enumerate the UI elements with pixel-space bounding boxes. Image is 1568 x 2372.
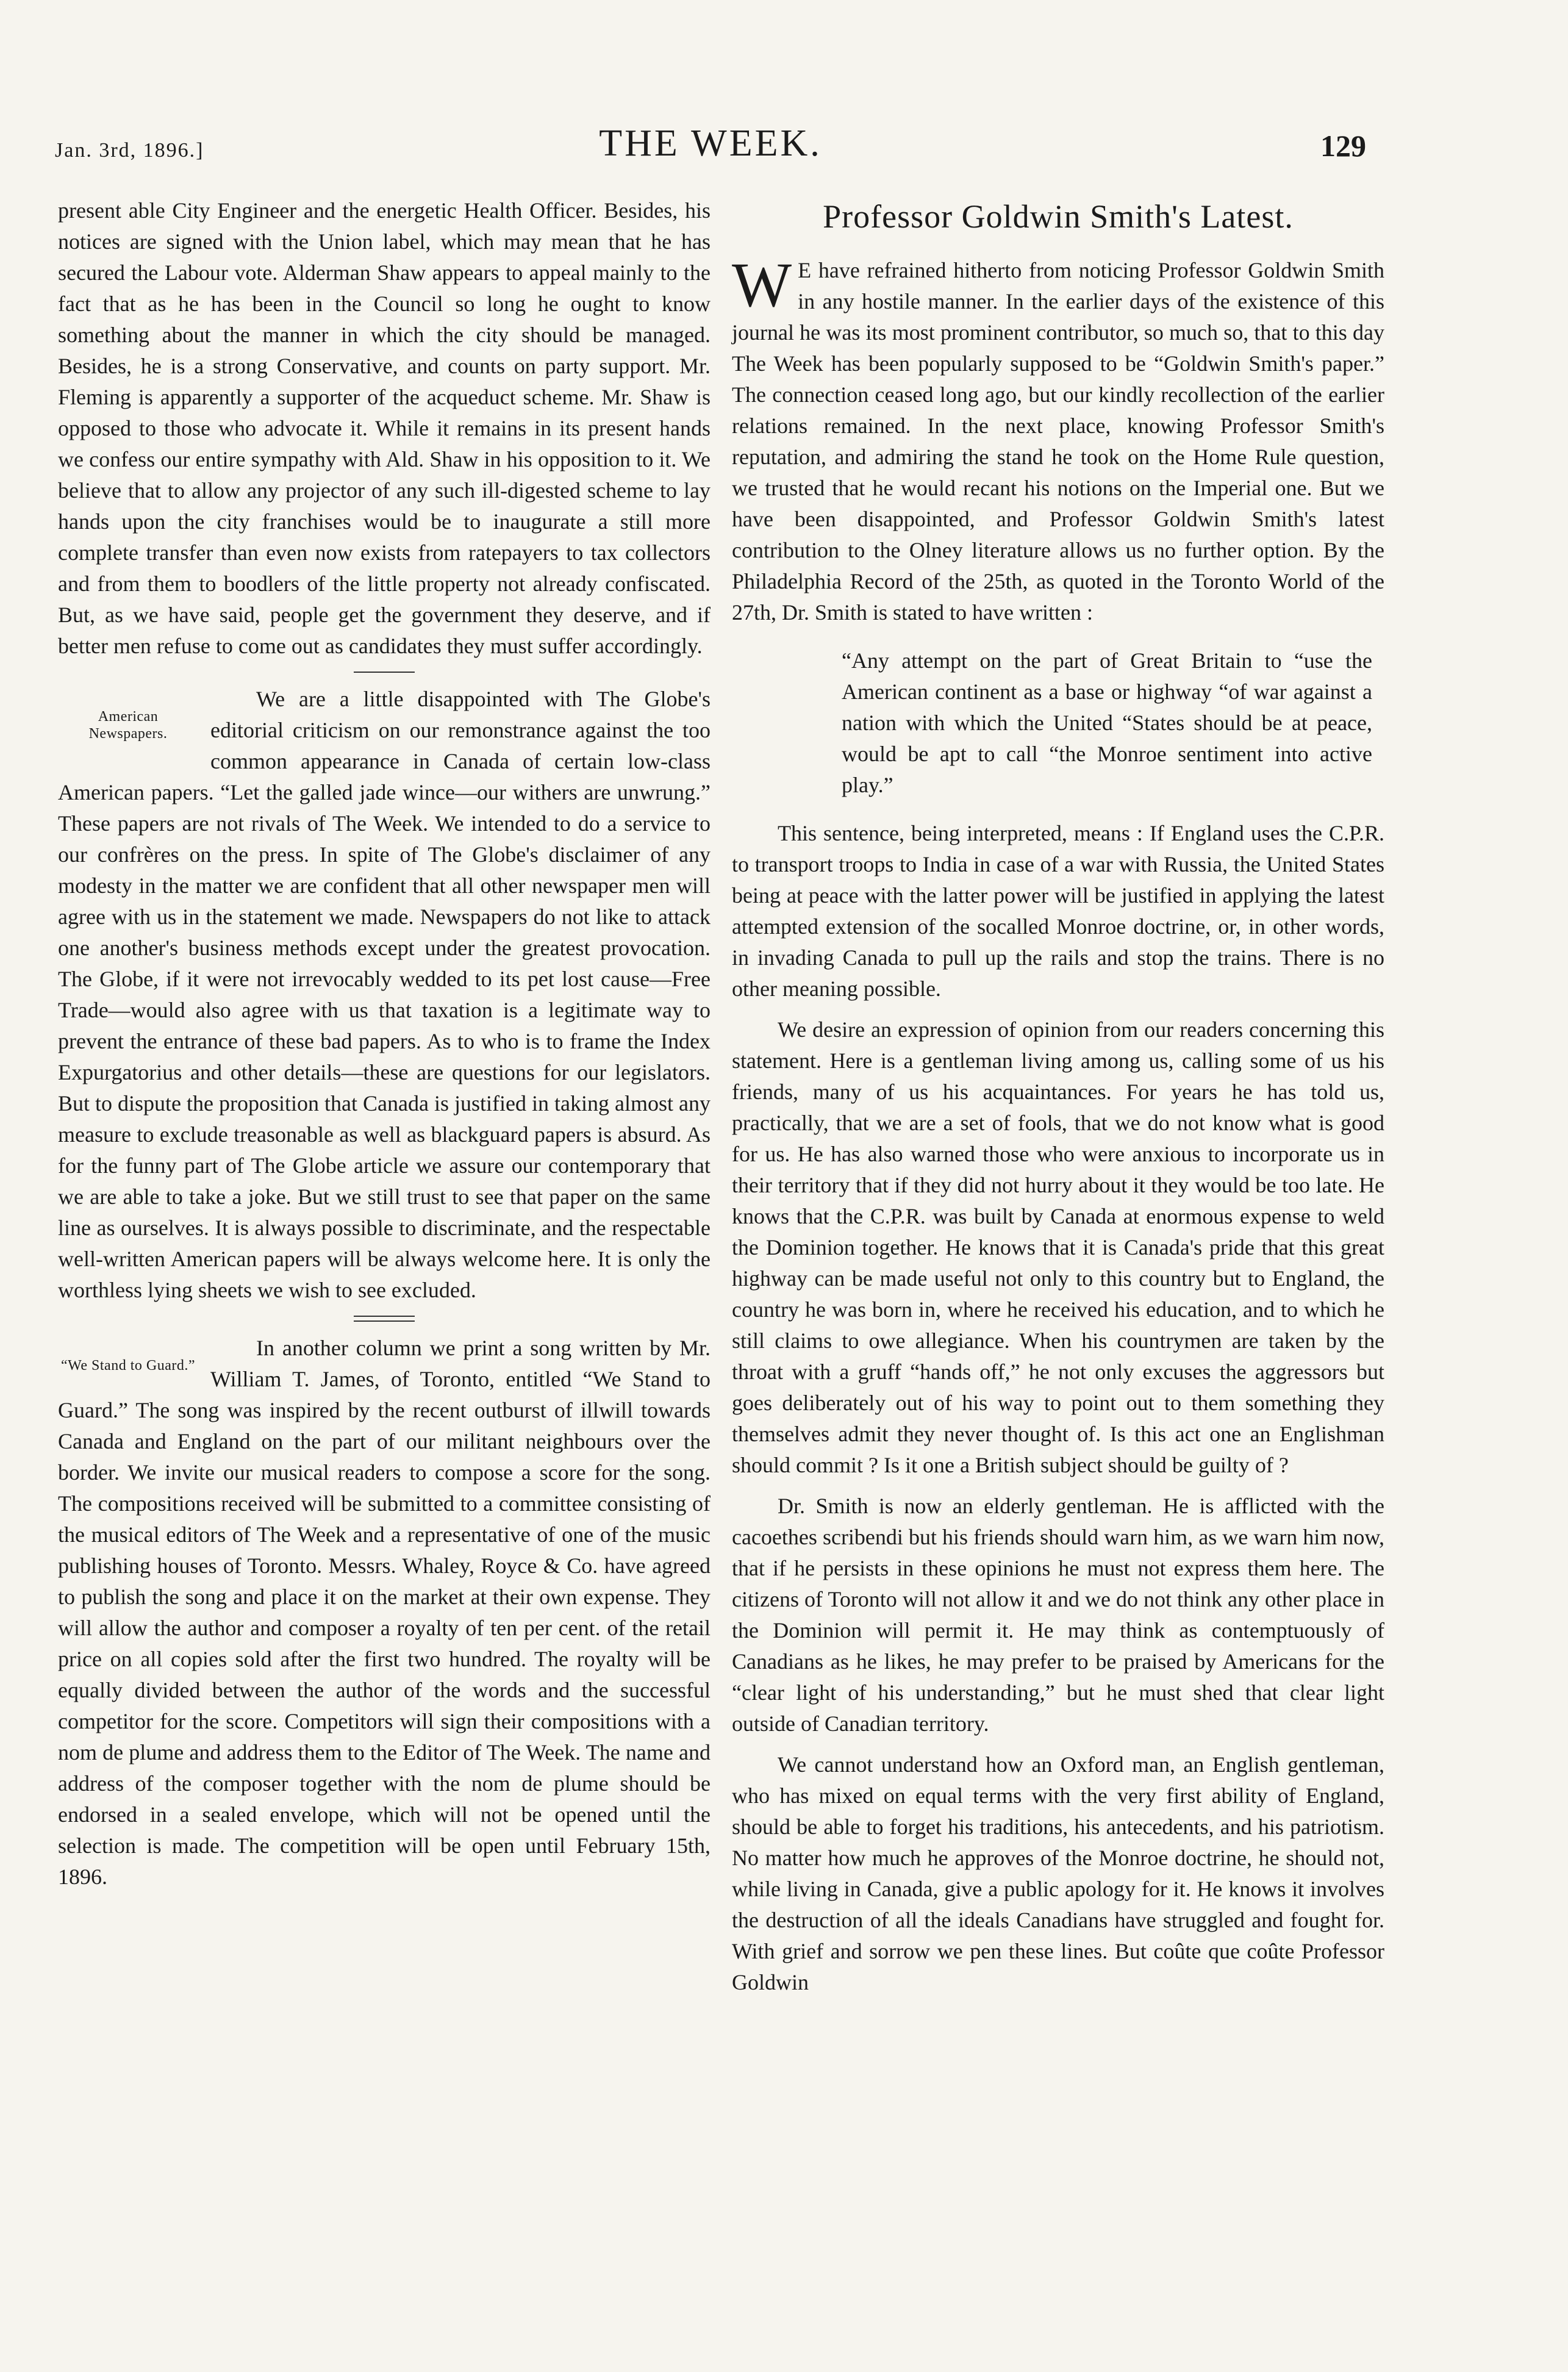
we-stand-to-guard-text: In another column we print a song written by Mr. William T. James, of Toronto, entitled “We Stand to Guard.” The song was inspired by the recent outburst of illwill towards Canada and England on the part of our militant neighbours over the border. We invite our musical readers to compose a score for the song. The compositions received will be submitted to a committee consisting of the musical editors of The Week and a representative of one of the music publishing houses of Toronto. Messrs. Whaley, Royce & Co. have agreed to publish the song and place it on the market at their own expense. They will allow the author and composer a royalty of ten per cent. of the retail price on all copies sold after the first two hundred. The royalty will be equally divided between the author of the words and the successful competitor for the score. Competitors will sign their compositions with a nom de plume and address them to the Editor of The Week. The name and address of the composer together with the nom de plume should be endorsed in a sealed envelope, which will not be opened until the selection is made. The competition will be open until February 15th, 1896.	[58, 1336, 711, 1889]
section-divider	[354, 1316, 415, 1322]
we-stand-to-guard-section	[58, 1333, 711, 1893]
continued-paragraph: present able City Engineer and the energetic Health Officer. Besides, his notices are signed with the Union label, which may mean that he has secured the Labour vote. Alderman Shaw appears to appeal mainly to the fact that as he has been in the Council so long he ought to know something about the manner in which the city should be managed. Besides, he is a strong Conservative, and counts on party support. Mr. Fleming is apparently a supporter of the acqueduct scheme. Mr. Shaw is opposed to those who advocate it. While it remains in its present hands we confess our entire sympathy with Ald. Shaw in his opposition to it. We believe that to allow any projector of any such ill-digested scheme to lay hands upon the city franchises would be to inaugurate a still more complete transfer than even now exists from ratepayers to tax collectors and from them to boodlers of the little property not already confiscated. But, as we have said, people get the government they deserve, and if better men refuse to come out as candidates they must suffer accordingly.	[58, 198, 711, 658]
article-paragraph	[732, 250, 1384, 628]
section-divider	[354, 672, 415, 673]
american-newspapers-section	[58, 684, 711, 1306]
block-quote: “Any attempt on the part of Great Britain to “use the American continent as a base or highway “of war against a nation with which the United “States should be at peace, would be apt to call “the Monroe sentiment into active play.”	[842, 648, 1372, 797]
article-paragraph: This sentence, being interpreted, means : If England uses the C.P.R. to transport troops to India in case of a war with Russia, the United States being at peace with the latter power will be justified in applying the latest attempted extension of the socalled Monroe doctrine, or, in other words, in invading Canada to pull up the rails and stop the trains. There is no other meaning possible.	[732, 821, 1384, 1001]
issue-date: Jan. 3rd, 1896.]	[55, 139, 204, 162]
left-column	[58, 195, 711, 1893]
page-header	[55, 122, 1366, 177]
right-column	[732, 195, 1384, 1998]
article-title: Professor Goldwin Smith's Latest.	[823, 198, 1294, 235]
article-paragraph-text: E have refrained hitherto from noticing Professor Goldwin Smith in any hostile manner. In the earlier days of the existence of this journal he was its most prominent contributor, so much so, that to this day The Week has been popularly supposed to be “Goldwin Smith's paper.” The connection ceased long ago, but our kindly recollection of the earlier relations remained. In the next place, knowing Professor Smith's reputation, and admiring the stand he took on the Home Rule question, we trusted that he would recant his notions on the Imperial one. But we have been disappointed, and Professor Goldwin Smith's latest contribution to the Olney literature allows us no further option. By the Philadelphia Record of the 25th, as quoted in the Toronto World of the 27th, Dr. Smith is stated to have written :	[732, 258, 1384, 625]
american-newspapers-text: We are a little disappointed with The Globe's editorial criticism on our remonstrance against the too common appearance in Canada of certain low-class American papers. “Let the galled jade wince—our withers are unwrung.” These papers are not rivals of The Week. We intended to do a service to our confrères on the press. In spite of The Globe's disclaimer of any modesty in the matter we are confident that all other newspaper men will agree with us in the statement we made. Newspapers do not like to attack one another's business methods except under the greatest provocation. The Globe, if it were not irrevocably wedded to its pet lost cause—Free Trade—would also agree with us that taxation is a legitimate way to prevent the entrance of these bad papers. As to who is to frame the Index Expurgatorius and other details—these are questions for our legislators. But to dispute the proposition that Canada is justified in taking almost any measure to exclude treasonable as well as blackguard papers is absurd. As for the funny part of The Globe article we assure our contemporary that we are able to take a joke. But we still trust to see that paper on the same line as ourselves. It is always possible to discriminate, and the respectable well-written American papers will be always welcome here. It is only the worthless lying sheets we wish to see excluded.	[58, 687, 711, 1302]
article-paragraph: Dr. Smith is now an elderly gentleman. He is afflicted with the cacoethes scribendi but his friends should warn him, as we warn him now, that if he persists in these opinions he must not express them here. The citizens of Toronto will not allow it and we do not think any other place in the Dominion will permit it. He may think as contemptuously of Canadians as he likes, he may prefer to be praised by Americans for the “clear light of his understanding,” but he must shed that clear light outside of Canadian territory.	[732, 1494, 1384, 1736]
article-paragraph: We desire an expression of opinion from our readers concerning this statement. Here is a gentleman living among us, calling some of us his friends, many of us his acquaintances. For years he has told us, practically, that we are a set of fools, that we do not know what is good for us. He has also warned those who were anxious to incorporate us in their territory that if they did not hurry about it they would be too late. He knows that the C.P.R. was built by Canada at enormous expense to weld the Dominion together. He knows that it is Canada's pride that this great highway can be made useful not only to this country but to England, the country he was born in, where he received his education, and to which he still claims to owe allegiance. When his countrymen are taken by the throat with a gruff “hands off,” he not only excuses the aggressors but goes deliberately out of his way to point out to them something they themselves admit they never thought of. Is this act one an Englishman should commit ? Is it one a British subject should be guilty of ?	[732, 1017, 1384, 1477]
side-head-american-newspapers: American Newspapers.	[88, 709, 168, 742]
masthead-title: THE WEEK.	[599, 123, 822, 164]
article-paragraph: We cannot understand how an Oxford man, an English gentleman, who has mixed on equal terms with the very first ability of England, should be able to forget his traditions, his antecedents, and his patriotism. No matter how much he approves of the Monroe doctrine, he should not, while living in Canada, give a public apology for it. He knows it involves the destruction of all the ideals Canadians have struggled and fought for. With grief and sorrow we pen these lines. But coûte que coûte Professor Goldwin	[732, 1752, 1384, 1994]
drop-cap: W	[732, 250, 792, 320]
page-number: 129	[1320, 129, 1366, 163]
side-head-we-stand-to-guard: “We Stand to Guard.”	[61, 1358, 195, 1374]
